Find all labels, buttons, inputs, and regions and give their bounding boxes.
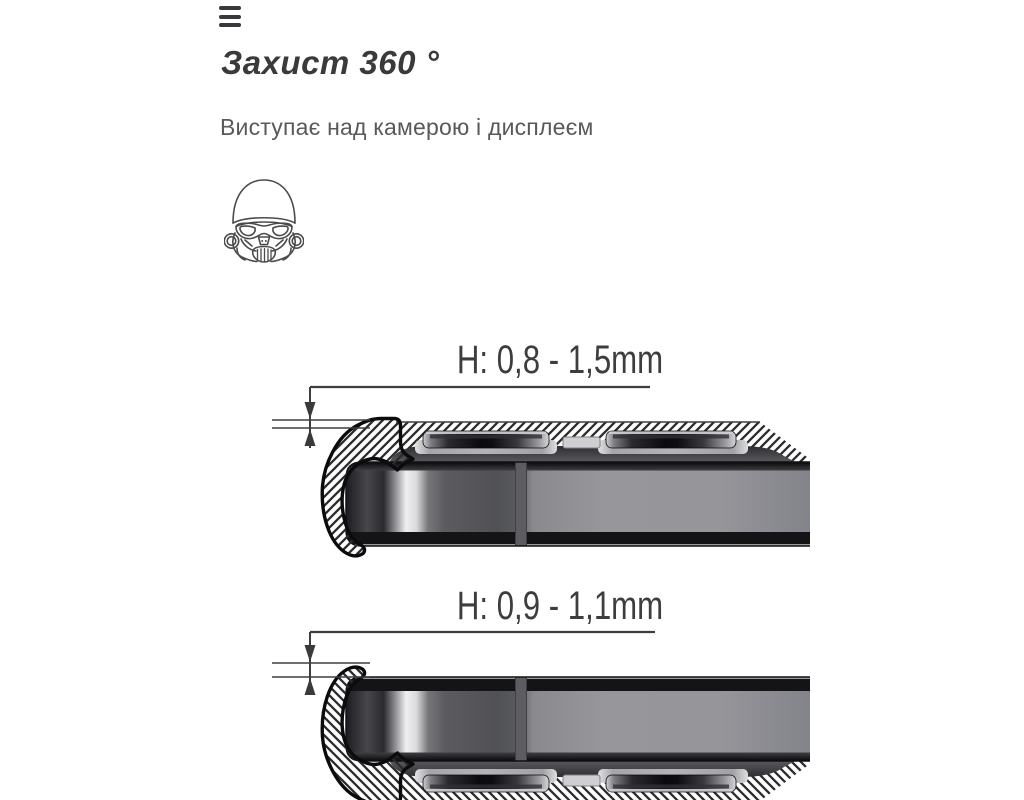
hamburger-bar [219,15,241,19]
page-subtitle: Виступає над камерою і дисплеєм [220,114,594,140]
dimension-label-display-side: H: 0,9 - 1,1mm [456,584,664,628]
hamburger-bar [219,23,241,27]
dimension-label-camera-side: H: 0,8 - 1,5mm [456,338,664,382]
page-title: Захист 360 ° [221,44,440,81]
case-cross-section-camera-side [270,380,810,570]
stormtrooper-helmet-icon [224,176,304,264]
hamburger-bar [219,6,241,10]
case-cross-section-display-side [270,625,810,800]
hamburger-menu-icon[interactable] [219,6,241,27]
